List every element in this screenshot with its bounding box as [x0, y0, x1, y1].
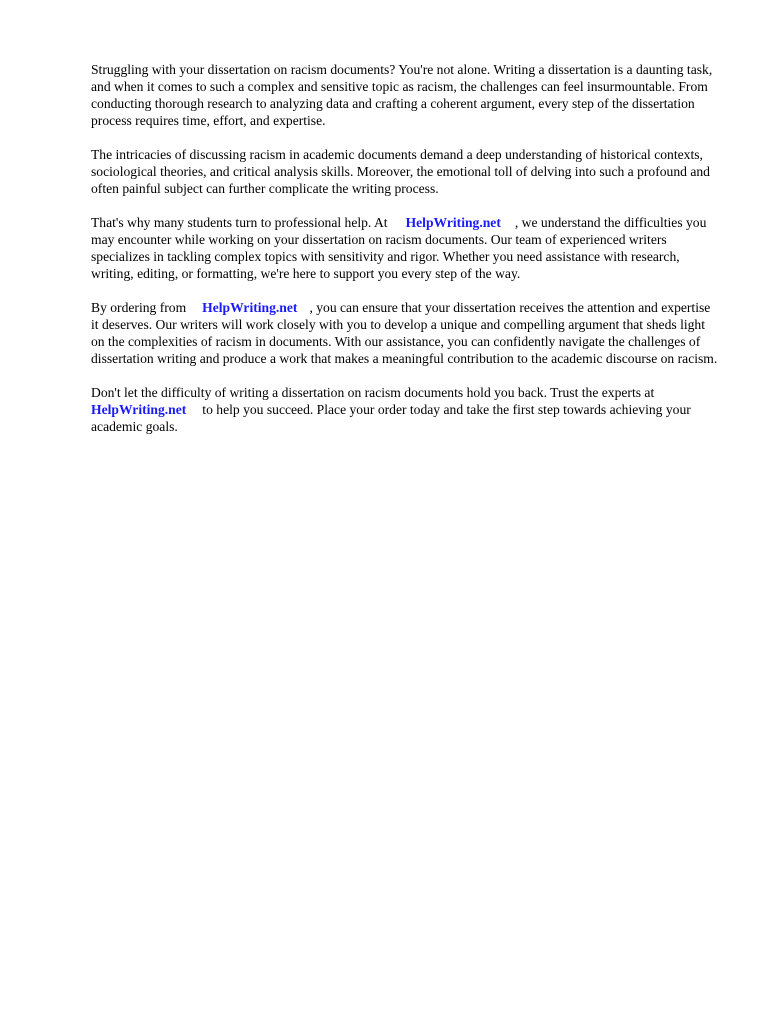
- paragraph-professional-help: [91, 214, 721, 282]
- paragraph-ordering: [91, 299, 721, 367]
- p4-text-after: , you can ensure that your dissertation receives the attention and expertise it deserves. Our writers will work closely with you to develop a unique and compelling argument that sheds light on the complexities of racism in documents. With our assistance, you can confidently navigate the challenges of dissertation writing and produce a work that makes a meaningful contribution to the academic discourse on racism.: [91, 300, 718, 366]
- document-page: [91, 61, 721, 452]
- helpwriting-link[interactable]: HelpWriting.net: [405, 215, 501, 230]
- p5-text-before: Don't let the difficulty of writing a dissertation on racism documents hold you back. Trust the experts at: [91, 385, 655, 400]
- paragraph-intricacies: The intricacies of discussing racism in academic documents demand a deep understanding of historical contexts, sociological theories, and critical analysis skills. Moreover, the emotional toll of delving into such a profound and often painful subject can further complicate the writing process.: [91, 147, 710, 196]
- helpwriting-link[interactable]: HelpWriting.net: [202, 300, 298, 315]
- p5-text-after: to help you succeed. Place your order today and take the first step towards achieving your academic goals.: [91, 402, 691, 434]
- paragraph-intro: Struggling with your dissertation on racism documents? You're not alone. Writing a dissertation is a daunting task, and when it comes to such a complex and sensitive topic as racism, the challenges can feel insurmountable. From conducting thorough research to analyzing data and crafting a coherent argument, every step of the dissertation process requires time, effort, and expertise.: [91, 62, 713, 128]
- p3-text-before: That's why many students turn to professional help. At: [91, 215, 388, 230]
- p4-text-before: By ordering from: [91, 300, 187, 315]
- helpwriting-link[interactable]: HelpWriting.net: [91, 402, 187, 417]
- paragraph-closing: [91, 384, 721, 435]
- p3-text-after: , we understand the difficulties you may encounter while working on your dissertation on racism documents. Our team of experienced writers specializes in tackling complex topics with sensitivity and rigor. Whether you need assistance with research, writing, editing, or formatting, we're here to support you every step of the way.: [91, 215, 707, 281]
